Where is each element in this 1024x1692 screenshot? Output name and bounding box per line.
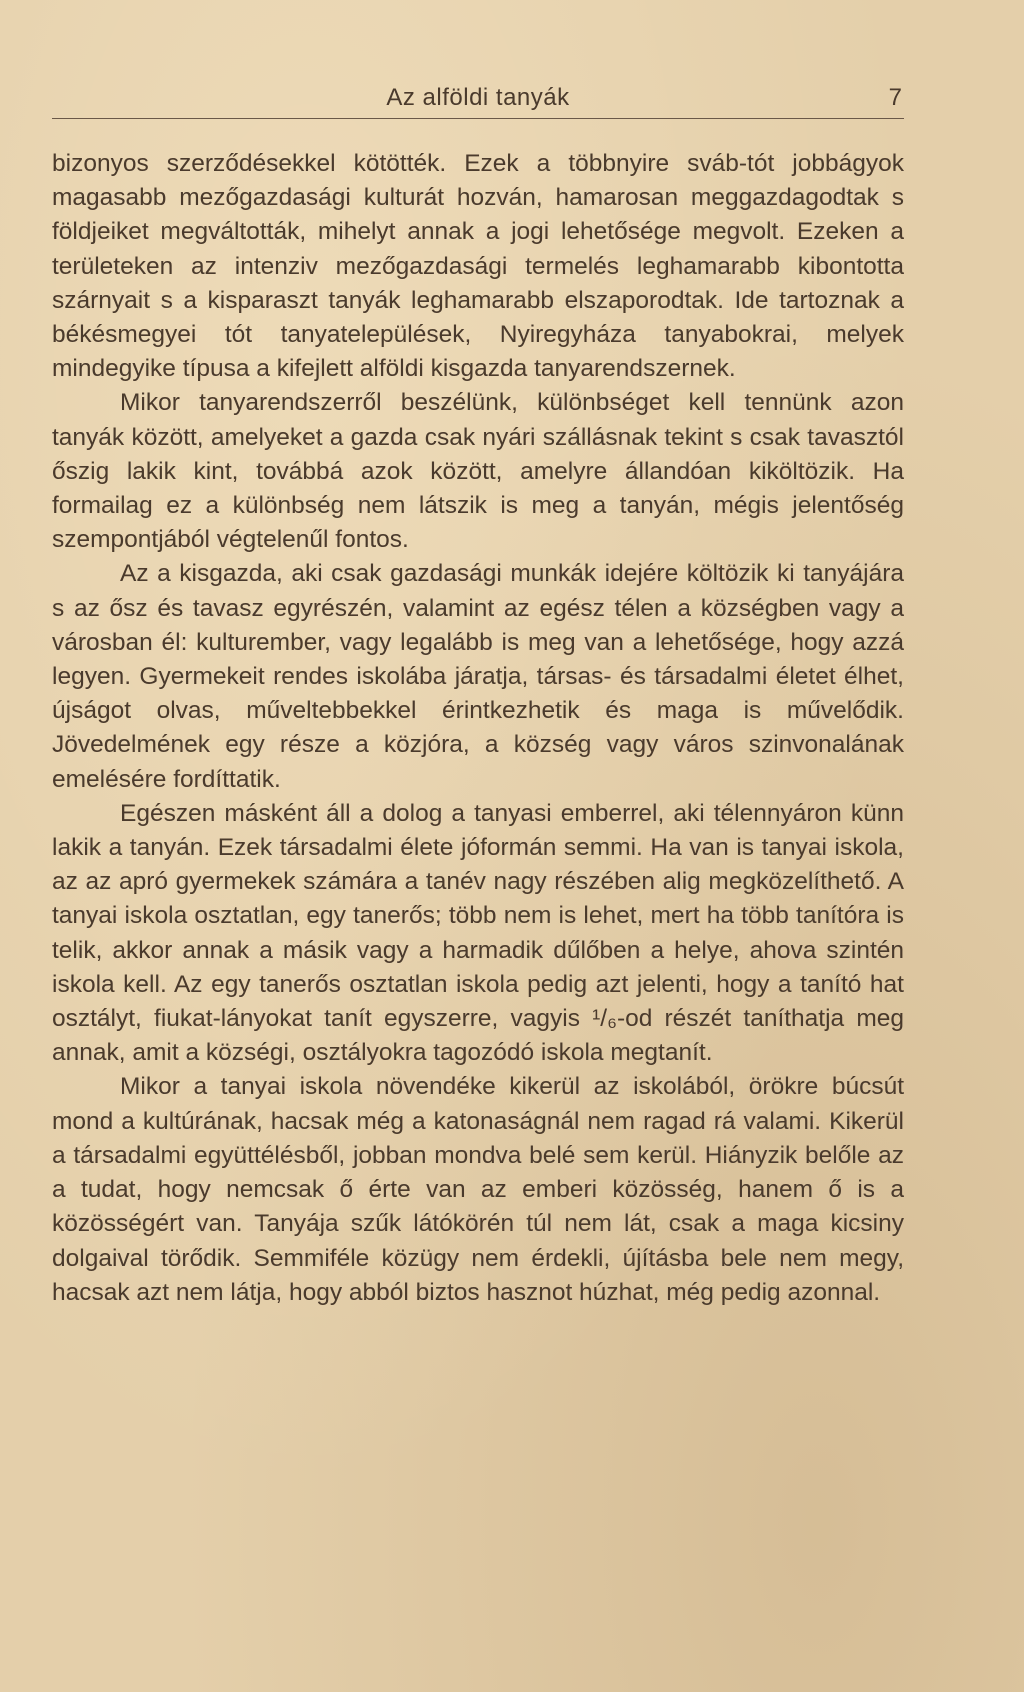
body-text — [52, 147, 904, 1310]
running-head — [52, 78, 904, 119]
book-page — [52, 78, 904, 1638]
paragraph: Mikor tanyarendszerről beszélünk, különbséget kell tennünk azon tanyák között, amelyeket a gazda csak nyári szállásnak tekint s csak tavasztól őszig lakik kint, továbbá azok között, amelyre állandóan kiköltözik. Ha formailag ez a különbség nem látszik is meg a tanyán, mégis jelentőség szempontjából végtelenűl fontos. — [52, 389, 904, 554]
paragraph: Az a kisgazda, aki csak gazdasági munkák idejére költözik ki tanyájára s az ősz és tavasz egyrészén, valamint az egész télen a községben vagy a városban él: kulturember, vagy legalább is meg van a lehetősége, hogy azzá legyen. Gyermekeit rendes iskolába járatja, társas- és társadalmi életet élhet, újságot olvas, műveltebbekkel érintkezhetik és maga is művelődik. Jövedelmének egy része a közjóra, a község vagy város szinvonalának emelésére fordíttatik. — [52, 560, 904, 793]
paragraph: Mikor a tanyai iskola növendéke kikerül az iskolából, örökre búcsút mond a kultúrának, hacsak még a katonaságnál nem ragad rá valami. Kikerül a társadalmi együttélésből, jobban mondva belé sem kerül. Hiányzik belőle az a tudat, hogy nemcsak ő érte van az emberi közösség, hanem ő is a közösségért van. Tanyája szűk látókörén túl nem lát, csak a maga kicsiny dolgaival törődik. Semmiféle közügy nem érdekli, újításba bele nem megy, hacsak azt nem látja, hogy abból biztos hasznot húzhat, még pedig azonnal. — [52, 1073, 904, 1306]
paragraph: bizonyos szerződésekkel kötötték. Ezek a többnyire sváb-tót jobbágyok magasabb mezőgazdasági kulturát hozván, hamarosan meggazdagodtak s földjeiket megváltották, mihelyt annak a jogi lehetősége megvolt. Ezeken a területeken az intenziv mezőgazdasági termelés leghamarabb kibontotta szárnyait s a kisparaszt tanyák leghamarabb elszaporodtak. Ide tartoznak a békésmegyei tót tanyatelepülések, Nyiregyháza tanyabokrai, melyek mindegyike típusa a kifejlett alföldi kisgazda tanyarendszernek. — [52, 150, 904, 383]
paragraph: Egészen másként áll a dolog a tanyasi emberrel, aki télennyáron künn lakik a tanyán. Ezek társadalmi élete jóformán semmi. Ha van is tanyai iskola, az az apró gyermekek számára a tanév nagy részében alig megközelíthető. A tanyai iskola osztatlan, egy tanerős; több nem is lehet, mert ha több tanítóra is telik, akkor annak a másik vagy a harmadik dűlőben a helye, ahova szintén iskola kell. Az egy tanerős osztatlan iskola pedig azt jelenti, hogy a tanító hat osztályt, fiukat-lányokat tanít egyszerre, vagyis ¹/₆-od részét taníthatja meg annak, amit a községi, osztályokra tagozódó iskola megtanít. — [52, 799, 904, 1067]
running-title: Az alföldi tanyák — [386, 84, 570, 111]
page-number: 7 — [888, 84, 902, 111]
